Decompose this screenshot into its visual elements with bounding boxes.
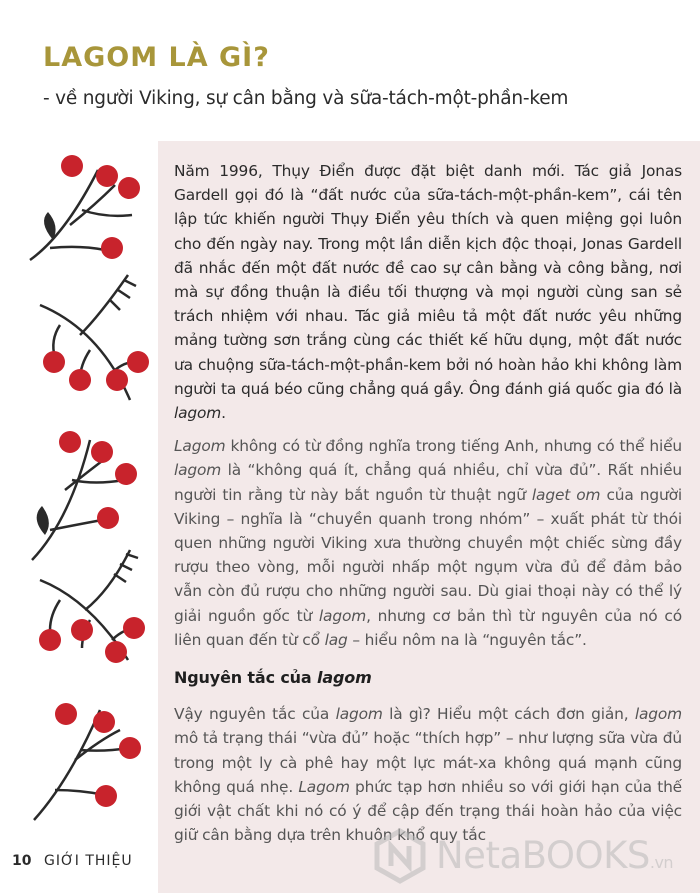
berry-branch-1 — [30, 155, 140, 260]
berry-branch-3 — [32, 431, 137, 560]
page-title: LAGOM LÀ GÌ? — [43, 42, 270, 73]
watermark — [372, 828, 700, 884]
watermark-text: NetaBOOKS.vn — [436, 834, 674, 877]
berry-branch-2 — [40, 275, 149, 400]
paragraph-2: Lagom không có từ đồng nghĩa trong tiếng Anh, nhưng có thể hiểu lagom là “không quá ít, chẳng quá nhiều, chỉ vừa đủ”. Rất nhiều người tin rằng từ này bắt nguồn từ thuật ngữ laget om của người Viking – nghĩa là “chuyền quanh trong nhóm” – xuất phát từ thói quen những người Viking xưa thường chuyền một chiếc sừng đầy rượu theo vòng, mỗi người nhấp một ngụm vừa đủ để đảm bảo vẫn còn đủ rượu cho những người sau. Dù giai thoại này có thể lý giải nguồn gốc từ lagom, nhưng cơ bản thì từ nguyên của nó có liên quan đến từ cổ lag – hiểu nôm na là “nguyên tắc”. — [174, 437, 682, 649]
netabooks-logo-icon — [372, 828, 428, 884]
page-number: 10 — [12, 853, 32, 869]
page-subtitle: - về người Viking, sự cân bằng và sữa-tách-một-phần-kem — [43, 88, 569, 109]
paragraph-1: Năm 1996, Thụy Điển được đặt biệt danh mới. Tác giả Jonas Gardell gọi đó là “đất nước của sữa-tách-một-phần-kem”, cái tên lập tức khiến người Thụy Điển yêu thích và quen miệng gọi luôn cho đến ngày nay. Trong một lần diễn kịch độc thoại, Jonas Gardell đã nhắc đến một đất nước đề cao sự cân bằng và công bằng, nơi mà sự đồng thuận là điều tối thượng và mọi người cùng san sẻ trách nhiệm với nhau. Tác giả miêu tả một đất nước yêu những mảng tường sơn trắng cùng các thiết kế hữu dụng, một đất nước ưa chuộng sữa-tách-một-phần-kem bởi nó hoàn hảo khi không làm người ta quá béo cũng chẳng quá gầy. Ông đánh giá quốc gia đó là lagom. — [174, 162, 682, 423]
berry-branch-5 — [34, 703, 141, 820]
section-label: GIỚI THIỆU — [44, 853, 133, 869]
section-heading: Nguyên tắc của lagom — [174, 668, 372, 688]
berry-branch-illustration — [20, 140, 160, 830]
berry-branch-4 — [39, 550, 145, 663]
article-body — [174, 159, 682, 856]
paragraph-3: Vậy nguyên tắc của lagom là gì? Hiểu một cách đơn giản, lagom mô tả trạng thái “vừa đủ” hoặc “thích hợp” – như lượng sữa vừa đủ trong một ly cà phê hay một lực mát-xa không quá mạnh cũng không quá nhẹ. Lagom phức tạp hơn nhiều so với giới hạn của thế giới vật chất khi nó có ý để cập đến trạng thái hoàn hảo của việc giữ cân bằng dựa trên khuôn khổ quy tắc — [174, 705, 682, 845]
